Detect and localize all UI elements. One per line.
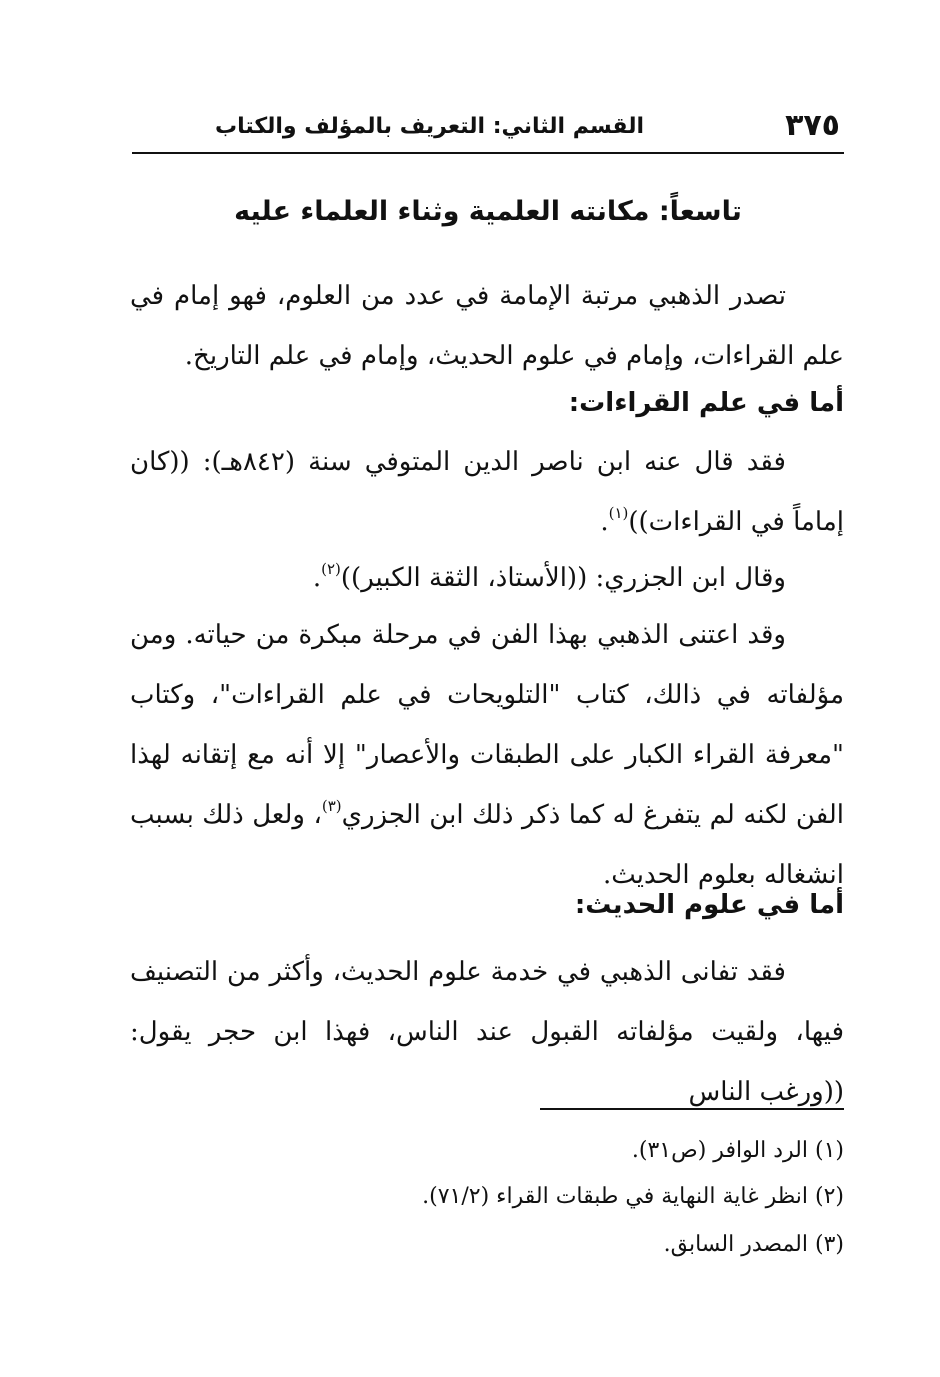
footnote-3: (٣) المصدر السابق. xyxy=(663,1232,844,1257)
running-title: القسم الثاني: التعريف بالمؤلف والكتاب xyxy=(214,114,644,139)
qiraat-paragraph-1 xyxy=(130,432,844,552)
qiraat-paragraph-1-end: . xyxy=(600,507,609,537)
subheading-qiraat: أما في علم القراءات: xyxy=(568,388,844,418)
footnote-ref-3: (٣) xyxy=(321,797,342,815)
running-header xyxy=(132,108,844,154)
hadith-paragraph-1: فقد تفانى الذهبي في خدمة علوم الحديث، وأكثر من التصنيف فيها، ولقيت مؤلفاته القبول عند الناس، فهذا ابن حجر يقول: ((ورغب الناس xyxy=(130,957,844,1107)
qiraat-paragraph-2 xyxy=(130,548,844,608)
footnote-ref-2: (٢) xyxy=(321,560,341,578)
section-title: تاسعاً: مكانته العلمية وثناء العلماء عليه xyxy=(234,196,742,227)
qiraat-paragraph-3-text-a: وقد اعتنى الذهبي بهذا الفن في مرحلة مبكرة من حياته. ومن مؤلفاته في ذالك، كتاب "التلويحات في علم القراءات"، وكتاب "معرفة القراء الكبار على الطبقات والأعصار" إلا أنه مع إتقانه لهذا الفن لكنه لم يتفرغ له كما ذكر ذلك ابن الجزري xyxy=(130,620,844,830)
intro-paragraph: تصدر الذهبي مرتبة الإمامة في عدد من العلوم، فهو إمام في علم القراءات، وإمام في علوم الحديث، وإمام في علم التاريخ. xyxy=(130,281,844,371)
footnote-separator xyxy=(540,1108,844,1110)
footnote-2: (٢) انظر غاية النهاية في طبقات القراء (٧١/٢). xyxy=(422,1184,844,1209)
qiraat-paragraph-2-text: وقال ابن الجزري: ((الأستاذ، الثقة الكبير)) xyxy=(340,563,786,593)
footnote-1: (١) الرد الوافر (ص٣١). xyxy=(631,1138,844,1163)
qiraat-paragraph-3-text-b: ، ولعل ذلك بسبب انشغاله بعلوم الحديث. xyxy=(130,800,844,890)
qiraat-paragraph-2-end: . xyxy=(312,563,322,593)
subheading-hadith: أما في علوم الحديث: xyxy=(574,890,844,920)
qiraat-paragraph-3 xyxy=(130,605,844,905)
page-number: ٣٧٥ xyxy=(785,108,840,143)
footnote-ref-1: (١) xyxy=(608,504,629,522)
qiraat-paragraph-1-text: فقد قال عنه ابن ناصر الدين المتوفي سنة (٨٤٢هـ): ((كان إماماً في القراءات)) xyxy=(130,447,844,537)
